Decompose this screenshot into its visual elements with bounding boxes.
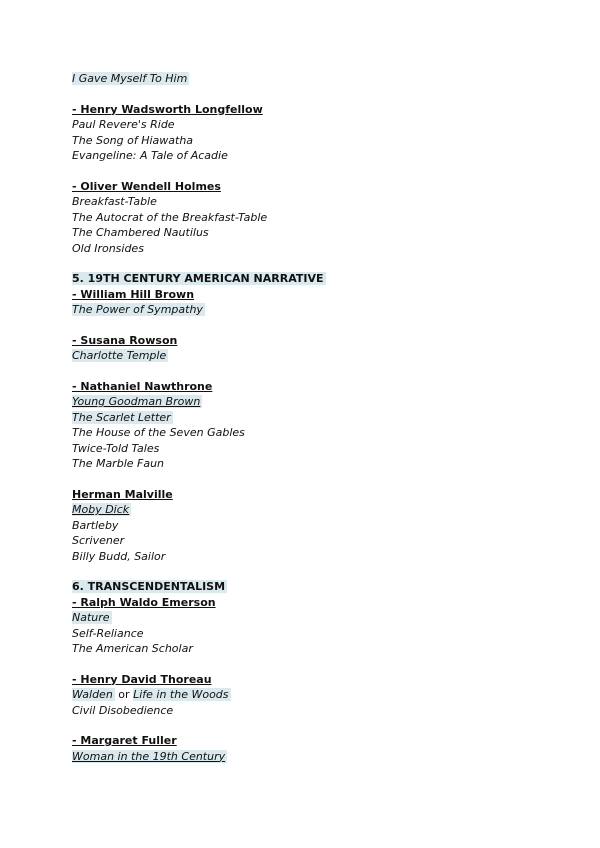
work-title: The House of the Seven Gables: [72, 426, 245, 439]
work-title: Old Ironsides: [72, 241, 144, 255]
section-heading: 6. TRANSCENDENTALISM: [72, 580, 226, 593]
author-heading: - Susana Rowson: [72, 333, 178, 347]
work-title: The Scarlet Letter: [72, 410, 171, 424]
work-title: Self-Reliance: [72, 626, 144, 640]
work-title: Paul Revere's Ride: [72, 118, 175, 131]
work-title: The Autocrat of the Breakfast-Table: [72, 210, 268, 224]
work-title: Young Goodman Brown: [72, 395, 201, 408]
work-title: Billy Budd, Sailor: [72, 549, 166, 563]
work-title: Bartleby: [72, 518, 119, 532]
fuller-block: [72, 733, 552, 764]
document-body: [72, 71, 552, 779]
emerson-block: [72, 595, 552, 657]
section-5: [72, 271, 552, 564]
work-title: The Song of Hiawatha: [72, 133, 194, 147]
work-title: Nature: [72, 611, 110, 624]
hawthorne-block: [72, 379, 552, 472]
author-heading: - Margaret Fuller: [72, 734, 177, 747]
author-heading: - Henry Wadsworth Longfellow: [72, 102, 263, 116]
work-title: I Gave Myself To Him: [72, 72, 188, 85]
work-title: The Power of Sympathy: [72, 303, 203, 316]
work-title: The American Scholar: [72, 642, 193, 655]
work-title: Evangeline: A Tale of Acadie: [72, 149, 228, 162]
work-title: Civil Disobedience: [72, 703, 174, 717]
author-heading: - Ralph Waldo Emerson: [72, 595, 216, 609]
author-heading: Herman Malville: [72, 487, 173, 501]
work-title: Twice-Told Tales: [72, 441, 160, 455]
melville-block: [72, 487, 552, 565]
author-heading: - William Hill Brown: [72, 287, 195, 301]
author-heading: - Henry David Thoreau: [72, 672, 212, 686]
author-heading: - Oliver Wendell Holmes: [72, 179, 221, 193]
work-title: Moby Dick: [72, 503, 130, 516]
work-title: Life in the Woods: [133, 688, 229, 701]
rowson-block: [72, 333, 552, 364]
work-title: The Chambered Nautilus: [72, 226, 209, 239]
longfellow-block: [72, 102, 552, 164]
section-6: [72, 579, 552, 764]
top-block: [72, 71, 552, 87]
brown-block: [72, 287, 552, 318]
work-title: Scrivener: [72, 534, 125, 547]
work-title: The Marble Faun: [72, 457, 165, 470]
work-title: Walden: [72, 688, 113, 701]
section-heading: 5. 19TH CENTURY AMERICAN NARRATIVE: [72, 272, 324, 285]
work-title: Charlotte Temple: [72, 349, 167, 362]
holmes-block: [72, 179, 552, 257]
work-title: Breakfast-Table: [72, 195, 157, 208]
author-heading: - Nathaniel Nawthrone: [72, 379, 213, 393]
thoreau-block: [72, 672, 552, 719]
work-title: Woman in the 19th Century: [72, 749, 226, 763]
conjunction: or: [118, 688, 130, 701]
